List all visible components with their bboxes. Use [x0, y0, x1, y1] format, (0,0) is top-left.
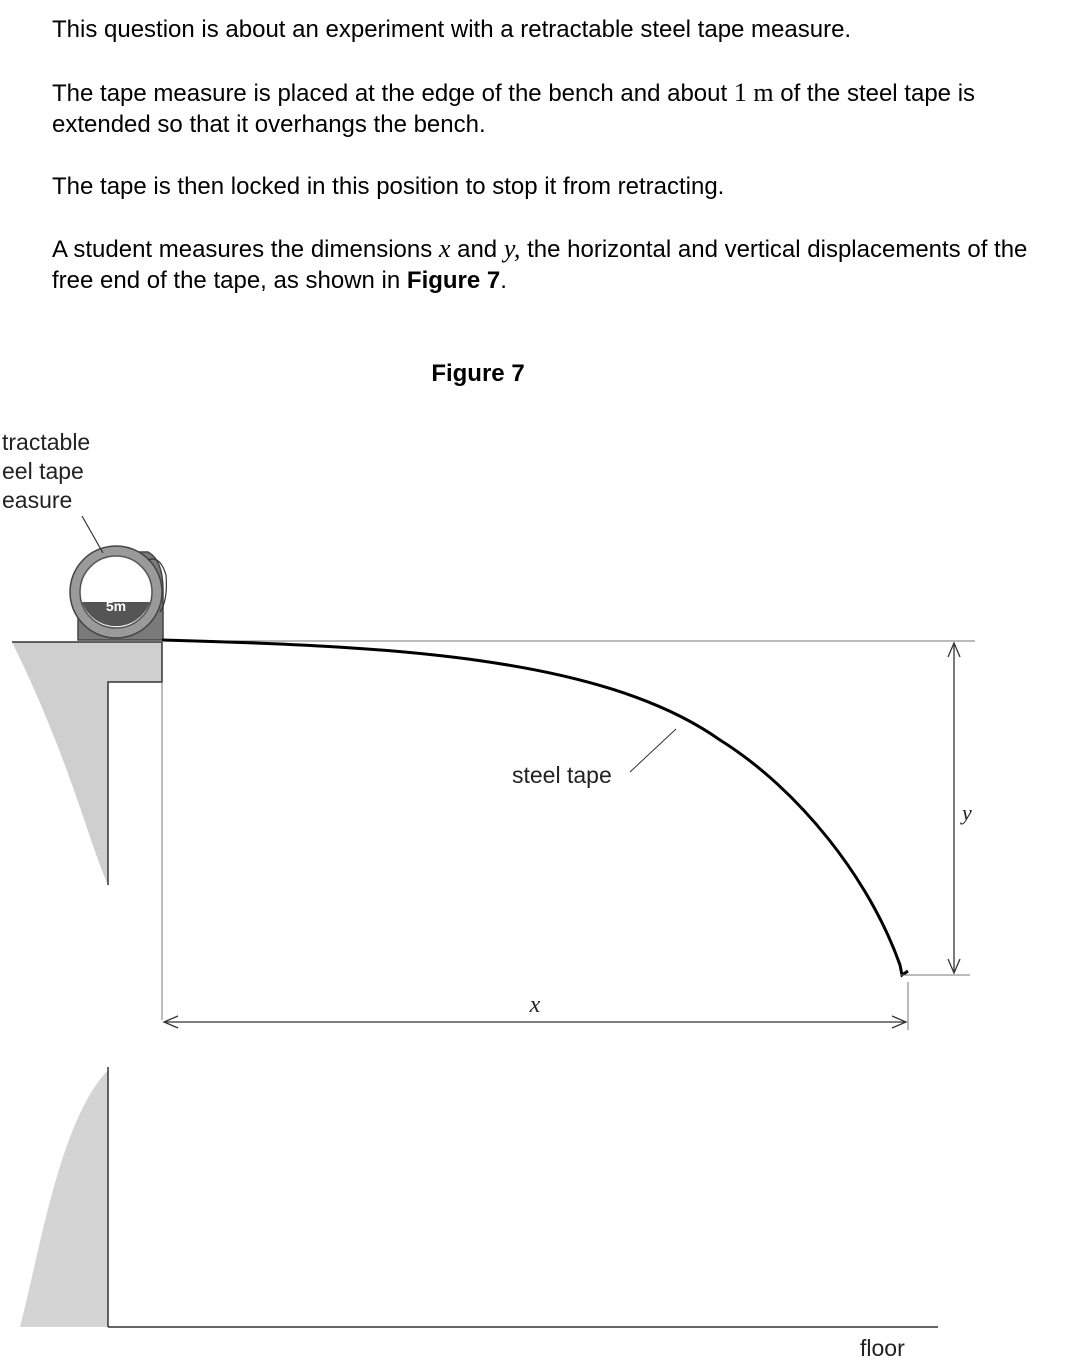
measure-paragraph [52, 233, 1062, 296]
figure-7-diagram [0, 400, 1072, 1372]
measure-text-and: and [450, 236, 504, 263]
measure-label-line1: tractable [2, 429, 91, 455]
x-label: x [529, 992, 541, 1018]
var-y: y, [503, 234, 521, 263]
floor-label: floor [860, 1335, 905, 1361]
setup-length-value: 1 m [733, 78, 774, 107]
bench-shading [12, 642, 162, 885]
figure-reference: Figure 7 [406, 267, 501, 294]
setup-text-start: The tape measure is placed at the edge of the bench and about [52, 80, 734, 107]
steel-tape-curve [162, 640, 908, 975]
lock-text: The tape is then locked in this position to stop it from retracting. [52, 173, 725, 200]
y-dimension [900, 643, 970, 975]
measure-label-line3: easure [2, 487, 73, 513]
y-label: y [962, 800, 972, 825]
figure-title: Figure 7 [431, 360, 525, 387]
wall-shading [20, 1070, 108, 1327]
measure-text-start: A student measures the dimensions [52, 236, 439, 263]
setup-text-end: of the steel tape is extended so that it overhangs the bench. [52, 80, 976, 138]
tape-measure [70, 546, 166, 640]
lock-paragraph [52, 171, 1062, 202]
tape-marking: 5m [105, 598, 127, 614]
steel-tape-leader [630, 729, 676, 772]
intro-paragraph [52, 14, 1062, 45]
measure-label-line2: eel tape [2, 458, 84, 484]
x-dimension [162, 682, 908, 1030]
measure-text-end: . [500, 267, 507, 294]
measure-leader-line [82, 516, 103, 553]
var-x: x [438, 234, 451, 263]
steel-tape-label: steel tape [512, 762, 612, 788]
setup-paragraph [52, 77, 1062, 140]
intro-text: This question is about an experiment with a retractable steel tape measure. [52, 16, 852, 43]
measure-text-middle: the horizontal and vertical displacements of the free end of the tape, as shown in [52, 236, 1028, 294]
